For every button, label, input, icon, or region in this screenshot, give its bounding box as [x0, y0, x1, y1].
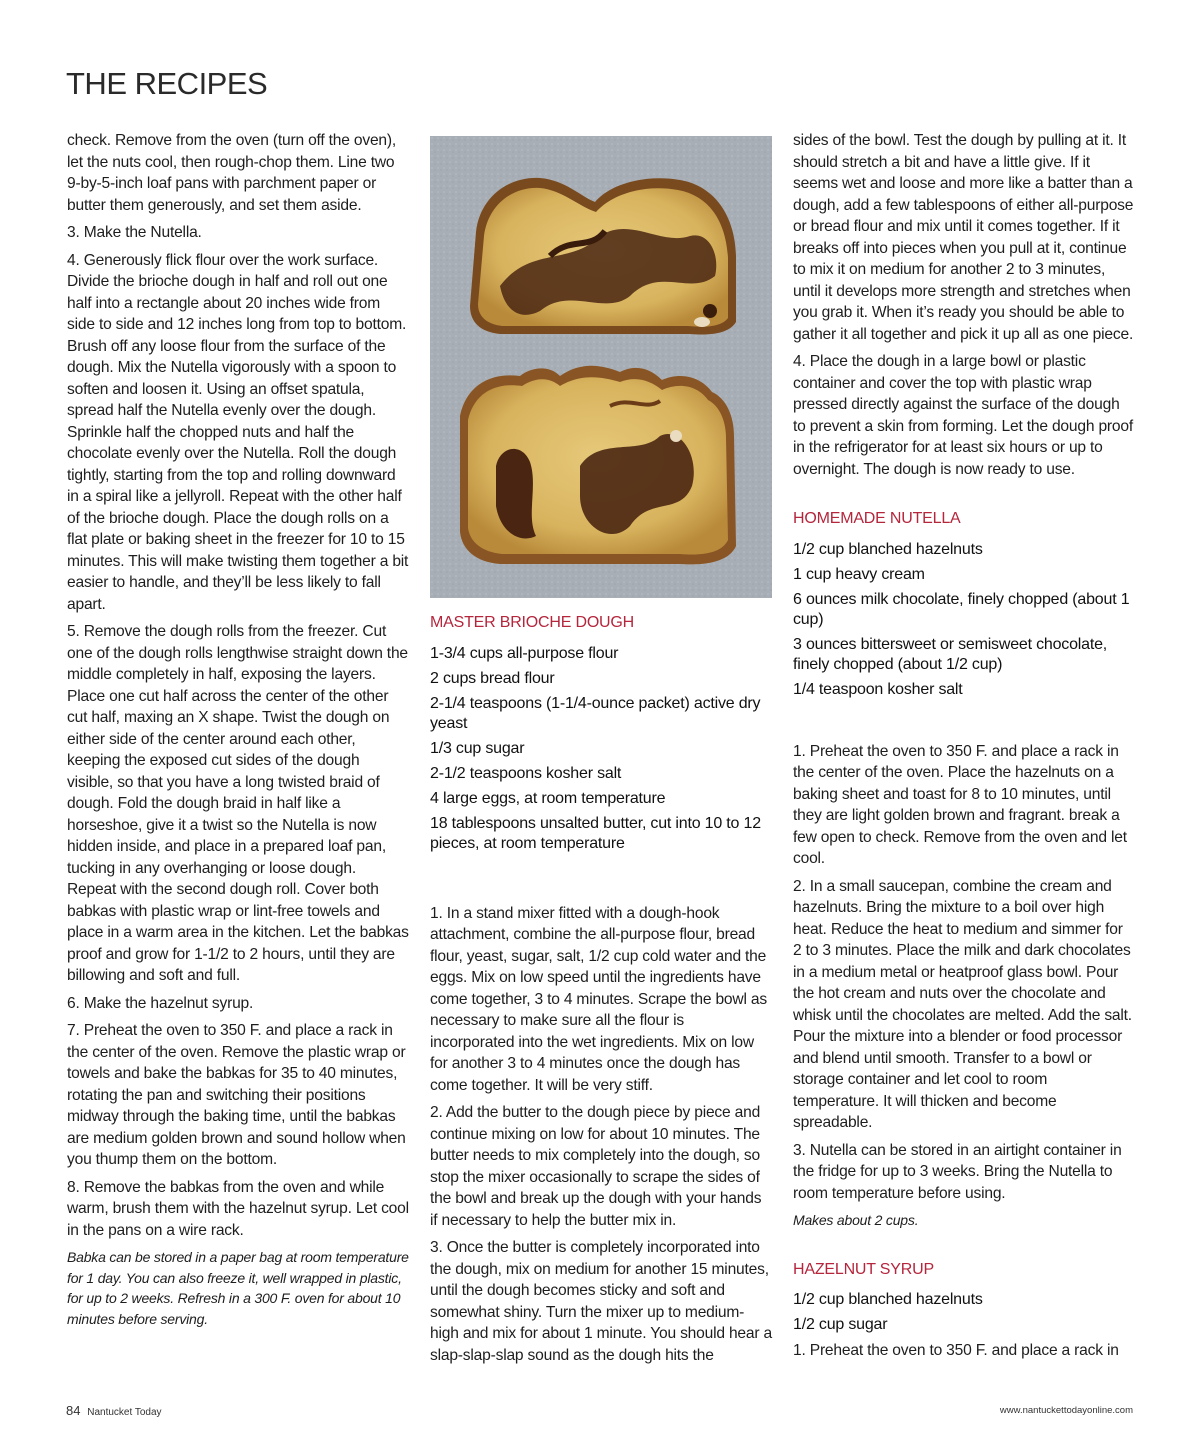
- footer-left: [66, 1403, 162, 1418]
- babka-slices-image: [430, 136, 772, 598]
- ingredient-list-nutella: [793, 540, 1135, 700]
- paragraph: 3. Nutella can be stored in an airtight container in the fridge for up to 3 weeks. Bring the Nutella to room temperature before using.: [793, 1141, 1122, 1202]
- list-item: 4 large eggs, at room temperature: [430, 789, 666, 807]
- yield-note: Makes about 2 cups.: [793, 1212, 919, 1228]
- paragraph: 3. Once the butter is completely incorporated into the dough, mix on medium for another 15 minutes, until the dough becomes sticky and soft and somewhat shiny. Turn the mixer up to medium-high and mix for about 1 minute. You should hear a slap-slap-slap sound as the dough hits the: [430, 1239, 772, 1364]
- paragraph: 4. Place the dough in a large bowl or plastic container and cover the top with plastic wrap pressed directly against the surface of the dough to prevent a skin from forming. Let the dough proof in the refrigerator for at least six hours or up to overnight. The dough is now ready to use.: [793, 353, 1133, 478]
- list-item: 2-1/2 teaspoons kosher salt: [430, 764, 622, 782]
- paragraph: check. Remove from the oven (turn off the oven), let the nuts cool, then rough-chop them. Line two 9-by-5-inch loaf pans with parchment paper or butter them generously, and set them aside.: [67, 132, 397, 214]
- list-item: 1/2 cup sugar: [793, 1316, 888, 1333]
- storage-note: Babka can be stored in a paper bag at room temperature for 1 day. You can also freeze it, well wrapped in plastic, for up to 2 weeks. Refresh in a 300 F. oven for about 10 minutes before serving.: [67, 1249, 409, 1327]
- paragraph: 1. In a stand mixer fitted with a dough-hook attachment, combine the all-purpose flour, bread flour, yeast, sugar, salt, 1/2 cup cold water and the eggs. Mix on low speed until the ingredients have come together, 3 to 4 minutes. Scrape the bowl as necessary to make sure all the flour is incorporated into the wet ingredients. Mix on low for another 3 to 4 minutes once the dough has come together. It will be very stiff.: [430, 904, 767, 1094]
- list-item: 1-3/4 cups all-purpose flour: [430, 644, 619, 662]
- paragraph: 1. Preheat the oven to 350 F. and place a rack in: [793, 1342, 1119, 1359]
- paragraph: 3. Make the Nutella.: [67, 224, 202, 241]
- list-item: 18 tablespoons unsalted butter, cut into 10 to 12 pieces, at room temperature: [430, 814, 761, 852]
- list-item: 2 cups bread flour: [430, 669, 555, 687]
- paragraph: 4. Generously flick flour over the work surface. Divide the brioche dough in half and roll out one half into a rectangle about 20 inches wide from side to side and 12 inches long from top to bottom. Brush off any loose flour from the surface of the dough. Mix the Nutella vigorously with a spoon to soften and loosen it. Using an offset spatula, spread half the Nutella evenly over the dough. Sprinkle half the chopped nuts and half the chocolate evenly over the Nutella. Roll the dough tightly, starting from the top and rolling downward in a spiral like a jellyroll. Repeat with the other half of the brioche dough. Place the dough rolls on a flat plate or baking sheet in the freezer for 10 to 15 minutes. This will make twisting them together a bit easier to handle, and they’ll be less likely to fall apart.: [67, 251, 409, 613]
- page-number: 84: [66, 1403, 81, 1418]
- column-3: [793, 130, 1135, 1368]
- babka-photo: [430, 136, 772, 598]
- list-item: 2-1/4 teaspoons (1-1/4-ounce packet) active dry yeast: [430, 694, 761, 732]
- babka-slice-bottom: [460, 366, 736, 565]
- section-title-brioche: MASTER BRIOCHE DOUGH: [430, 614, 635, 631]
- section-title-nutella: HOMEMADE NUTELLA: [793, 510, 961, 527]
- section-title-syrup: HAZELNUT SYRUP: [793, 1260, 934, 1278]
- paragraph: 7. Preheat the oven to 350 F. and place a rack in the center of the oven. Remove the plastic wrap or towels and bake the babkas for 35 to 40 minutes, rotating the pan and switching their positions midway through the baking time, until the babkas are medium golden brown and sound hollow when you thump them on the bottom.: [67, 1022, 406, 1168]
- column-2: [430, 132, 772, 1372]
- list-item: 1/3 cup sugar: [430, 739, 525, 757]
- paragraph: 1. Preheat the oven to 350 F. and place a rack in the center of the oven. Place the hazelnuts on a baking sheet and toast for 8 to 10 minutes, until they are light golden brown and fragrant. break a few open to check. Remove from the oven and let cool.: [793, 742, 1127, 867]
- column-1: [67, 130, 409, 1335]
- list-item: 3 ounces bittersweet or semisweet chocolate, finely chopped (about 1/2 cup): [793, 635, 1108, 673]
- babka-slice-top: [470, 178, 736, 335]
- page-title: THE RECIPES: [66, 66, 268, 101]
- paragraph: 5. Remove the dough rolls from the freezer. Cut one of the dough rolls lengthwise straight down the middle completely in half, exposing the layers. Place one cut half across the center of the other cut half, maxing an X shape. Twist the dough on either side of the center around each other, keeping the exposed cut sides of the dough visible, so that you have a long twisted braid of dough. Fold the dough braid in half like a horseshoe, give it a twist so the Nutella is now hidden inside, and place in a prepared loaf pan, tucking in any overhanging or loose dough. Repeat with the second dough roll. Cover both babkas with plastic wrap or lint-free towels and place in a warm area in the kitchen. Let the babkas proof and grow for 1-1/2 to 2 hours, until they are billowing and soft and full.: [67, 623, 409, 984]
- paragraph: 6. Make the hazelnut syrup.: [67, 994, 254, 1012]
- paragraph: 2. In a small saucepan, combine the cream and hazelnuts. Bring the mixture to a boil over high heat. Reduce the heat to medium and simmer for 2 to 3 minutes. Place the milk and dark chocolates in a medium metal or heatproof glass bowl. Pour the hot cream and nuts over the chocolate and whisk until the chocolates are melted. Add the salt. Pour the mixture into a blender or food processor and blend until smooth. Transfer to a bowl or storage container and let cool to room temperature. It will thicken and become spreadable.: [793, 877, 1132, 1131]
- list-item: 1/2 cup blanched hazelnuts: [793, 540, 983, 558]
- publication-name: Nantucket Today: [87, 1407, 162, 1418]
- list-item: 1/2 cup blanched hazelnuts: [793, 1291, 983, 1308]
- list-item: 6 ounces milk chocolate, finely chopped (about 1 cup): [793, 590, 1130, 628]
- ingredient-list-brioche: [430, 644, 772, 854]
- footer-website: www.nantuckettodayonline.com: [999, 1405, 1133, 1416]
- paragraph: sides of the bowl. Test the dough by pulling at it. It should stretch a bit and have a little give. If it seems wet and loose and more like a batter than a dough, add a few tablespoons of either all-purpose or bread flour and mix until it comes together. If it breaks off into pieces when you pull at it, continue to mix it on medium for another 2 to 3 minutes, until it develops more strength and stretches when you grab it. When it’s ready you should be able to gather it all together and pick it up all as one piece.: [793, 132, 1134, 343]
- paragraph: 8. Remove the babkas from the oven and while warm, brush them with the hazelnut syrup. Let cool in the pans on a wire rack.: [67, 1178, 409, 1239]
- list-item: 1 cup heavy cream: [793, 565, 925, 583]
- list-item: 1/4 teaspoon kosher salt: [793, 680, 963, 698]
- ingredient-list-syrup: [793, 1290, 1135, 1335]
- paragraph: 2. Add the butter to the dough piece by piece and continue mixing on low for about 10 minutes. The butter needs to mix completely into the dough, so stop the mixer occasionally to scrape the sides of the bowl and break up the dough with your hands if necessary to help the butter mix in.: [430, 1104, 762, 1229]
